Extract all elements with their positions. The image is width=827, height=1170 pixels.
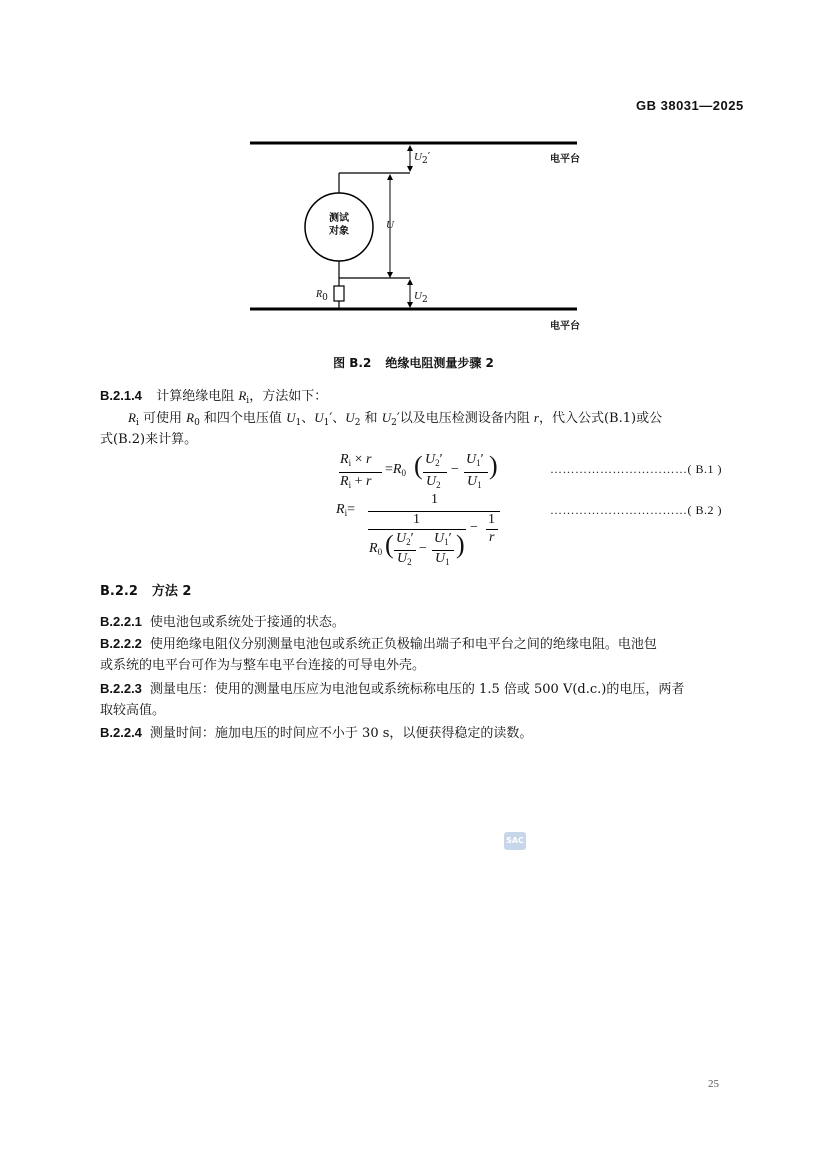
clause-b223-number: B.2.2.3 [100,681,142,696]
f2-lhs-sub: i [344,508,348,518]
label-u2-prime-mark: ′ [427,150,431,163]
clause-b222-number: B.2.2.2 [100,636,142,651]
f2-f1-den-u: U [397,551,408,566]
formula-b2-paren-right: ) [456,530,465,559]
clause-b214-ri-sub: i [246,396,250,406]
clause-b214-number: B.2.1.4 [100,388,142,403]
p2-u1-sub: 1 [295,418,302,428]
f2-eqnum: ( B.2 ) [687,503,722,517]
f1-f2-num-prime: ′ [480,452,484,467]
f1-f1-num-prime: ′ [439,452,443,467]
p2-text3: 以及电压检测设备内阻 [399,411,534,426]
formula-b2-main-bar [368,511,500,512]
formula-b2-minus-outer: − [470,520,478,535]
label-r0-sub: 0 [322,293,328,303]
clause-b214-ri: R [238,388,247,403]
clause-b221-number: B.2.2.1 [100,614,142,629]
p2-prime1: ′ [329,411,333,426]
f2-f2-num-u: U [434,531,445,546]
f1-lhs-den-sub: i [348,480,352,490]
f1-f2-num-u: U [466,452,477,467]
clause-b224-text: 测量时间：施加电压的时间应不小于 30 s，以便获得稳定的读数。 [149,726,533,741]
clause-b223 [100,679,684,700]
p2-r0: R [186,410,195,425]
f2-f2-num-sub: 1 [444,537,449,547]
p2-and: 和 [360,411,382,426]
f1-f1-num-sub: 2 [435,458,440,468]
section-b22-heading [100,580,191,599]
figure-caption-text: 绝缘电阻测量步骤 2 [385,356,494,370]
formula-b2-lhs [336,502,355,518]
f2-f1-num-u: U [396,531,407,546]
f1-lhs-times: × [351,452,366,467]
formula-b1-eq [385,462,406,478]
formula-b2-one-top: 1 [431,492,438,507]
p2-ri: R [128,410,136,425]
p2-prime2: ′ [396,411,400,426]
p2-u1: U [286,410,296,425]
f1-lhs-num-sub: i [348,458,352,468]
label-u2 [414,289,428,305]
f1-r0-sub: 0 [401,468,406,478]
p2-u1p-sub: 1 [323,418,330,428]
resistor-r0 [334,286,344,301]
f1-lhs-plus: + [351,474,366,489]
clause-b222 [100,634,657,655]
formula-b2-f1-den [397,551,412,567]
formula-b1-minus: − [451,462,459,477]
f2-r0: R [369,541,378,556]
p2-text4: ，代入公式(B.1)或公 [538,411,663,426]
clause-b224-number: B.2.2.4 [100,725,142,740]
clause-b223-line2: 取较高值。 [100,703,166,718]
page-number: 25 [708,1078,719,1090]
formula-b2-r0 [369,541,382,557]
clause-b214-paragraph-line2: 式(B.2)来计算。 [100,432,198,447]
formula-b1-lhs-bar [339,472,382,473]
formula-b1-lhs-numerator [340,452,371,468]
clause-b214-text-a: 计算绝缘电阻 [156,389,239,404]
clause-b214-paragraph [128,408,728,433]
f1-f1-den-u: U [426,474,437,489]
p2-r: r [533,410,539,425]
p2-u2p-sub: 2 [391,418,397,428]
formula-b2-f2-den [435,551,450,567]
f2-lhs-r: R [336,502,345,517]
formula-b1-f2-den [467,474,482,490]
f1-f2-den-u: U [467,474,478,489]
f1-lhs-den-r: R [340,474,349,489]
sac-watermark-logo: SAC [504,832,526,850]
f1-lhs-num-r: R [340,452,349,467]
f1-r0: R [392,462,402,477]
f1-f1-num-u: U [425,452,436,467]
label-u2-sub: 2 [421,295,428,305]
f2-r0-sub: 0 [377,547,383,557]
p2-u1p: U [314,410,324,425]
label-r0-main: R [316,289,323,300]
f2-eq: = [347,502,355,517]
f2-f2-den-sub: 1 [445,557,450,567]
label-u2-prime-sub: 2 [421,156,428,166]
label-u: U [386,219,394,231]
p2-u2-sub: 2 [354,418,361,428]
formula-b2-minus-inner: − [419,541,427,556]
p2-text2: 和四个电压值 [199,411,287,426]
label-r0 [316,289,328,303]
f2-f2-num-prime: ′ [448,531,452,546]
formula-b2-f2-num [434,531,452,547]
clause-b221 [100,612,345,633]
figure-caption-prefix: 图 B.2 [333,356,372,370]
f1-eqnum: ( B.1 ) [687,462,722,476]
top-platform-label: 电平台 [550,154,580,165]
section-b22-number: B.2.2 [100,584,138,599]
f1-dots: …………………………… [550,462,688,476]
p2-text1: 可使用 [138,411,187,426]
f1-lhs-r2: r [365,474,372,489]
p2-u2: U [345,410,355,425]
formula-b1-f1-num [425,452,443,468]
formula-b2-f1-num [396,531,414,547]
section-b22-title: 方法 2 [151,584,192,599]
label-u2-prime-main: U [414,151,422,163]
clause-b222-line1: 使用绝缘电阻仪分别测量电池包或系统正负极输出端子和电平台之间的绝缘电阻。电池包 [149,637,657,652]
formula-b1-f1-bar [423,472,447,473]
formula-b1-paren-left: ( [414,451,423,480]
f1-f1-den-sub: 2 [436,480,441,490]
formula-b2-one-inner: 1 [413,512,420,527]
p2-sep2: 、 [332,411,346,426]
standard-number: GB 38031—2025 [636,98,744,113]
p2-r0-sub: 0 [194,418,200,428]
clause-b222-line2: 或系统的电平台可作为与整车电平台连接的可导电外壳。 [100,658,426,673]
f1-f2-den-sub: 1 [477,480,482,490]
formula-b1-paren-right: ) [489,451,498,480]
clause-b214-text-b: ，方法如下： [249,389,328,404]
bottom-platform-label: 电平台 [550,321,580,332]
clause-b224 [100,723,532,744]
formula-b2-number [550,503,722,518]
f1-eq: = [385,462,393,477]
f1-f2-num-sub: 1 [476,458,481,468]
p2-sep1: 、 [301,411,315,426]
f2-f2-den-u: U [435,551,446,566]
formula-b1-f2-num [466,452,484,468]
f2-f1-num-prime: ′ [410,531,414,546]
f2-dots: …………………………… [550,503,688,517]
formula-b1-f1-den [426,474,441,490]
clause-b221-text: 使电池包或系统处于接通的状态。 [149,615,345,630]
label-u2-prime [414,150,430,166]
figure-caption [0,354,827,371]
f1-lhs-r: r [365,452,372,467]
formula-b2-one-r-den: r [489,530,495,545]
p2-u2p: U [381,410,392,425]
f2-f1-den-sub: 2 [407,557,412,567]
formula-b1-f2-bar [464,472,488,473]
device-label-line1: 测试 [329,213,349,224]
label-u2-main: U [414,290,422,302]
device-label-line2: 对象 [329,226,349,237]
p2-ri-sub: i [135,418,139,428]
f2-f1-num-sub: 2 [406,537,411,547]
formula-b1-lhs-denominator [340,474,371,490]
device-under-test-label [325,212,353,238]
formula-b2-one-r-num: 1 [488,512,495,527]
formula-b2-inner-bar [368,529,466,530]
clause-b223-line1: 测量电压：使用的测量电压应为电池包或系统标称电压的 1.5 倍或 500 V(d.c.)的电压，两者 [149,682,685,697]
formula-b2-paren-left: ( [385,530,394,559]
formula-b1-number [550,462,722,477]
